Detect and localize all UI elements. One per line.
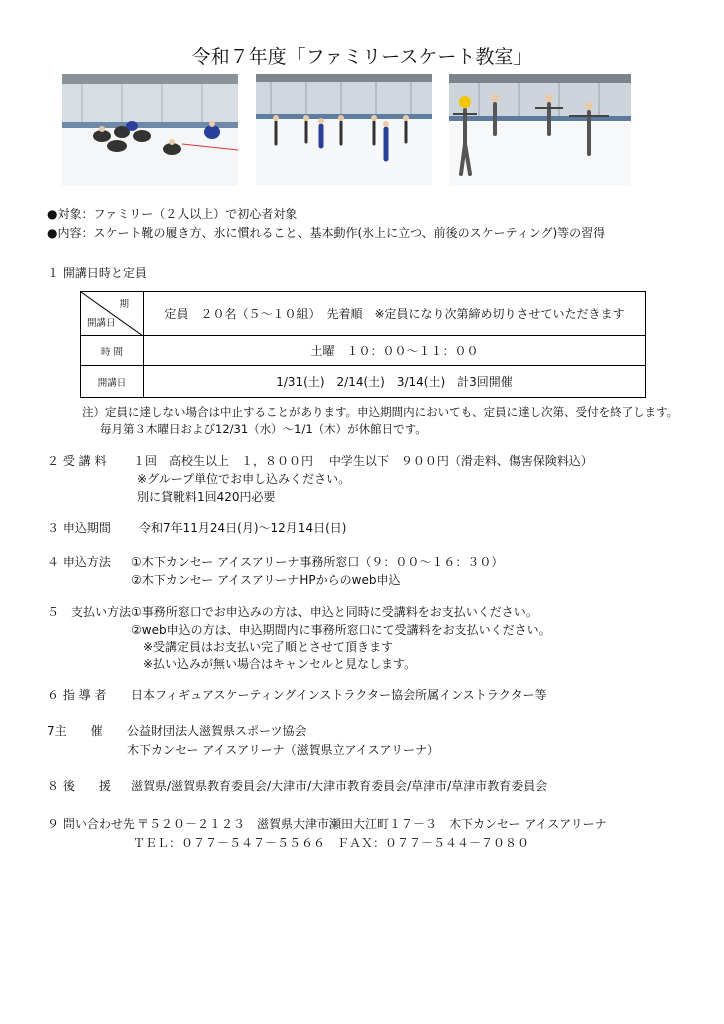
time-label-cell: 時 間	[81, 336, 144, 366]
schedule-table	[80, 291, 646, 398]
payment-item-2: ②web申込の方は、申込期間内に事務所窓口にて受講料をお支払いください。	[131, 623, 551, 637]
table-header-cell	[81, 292, 144, 336]
skating-lesson-photo-group-crouching	[62, 74, 238, 186]
section4-label: ４ 申込方法	[47, 555, 111, 569]
fee-sub-2: 別に貸靴料1回420円必要	[137, 490, 276, 504]
content-line: ●内容：スケート靴の履き方、氷に慣れること、基本動作(氷上に立つ、前後のスケーティング)等の習得	[47, 226, 606, 240]
section6-label: ６ 指 導 者	[47, 688, 107, 702]
dates-label-cell: 開講日	[81, 366, 144, 398]
payment-item-1: ①事務所窓口でお申込みの方は、申込と同時に受講料をお支払いください。	[131, 605, 538, 619]
page-title: 令和７年度「ファミリースケート教室」	[191, 46, 533, 68]
table-row	[81, 292, 646, 336]
time-value-cell: 土曜 １０：００～１１：００	[144, 336, 646, 366]
section2-label: ２ 受 講 料	[47, 454, 107, 468]
dates-value-cell: 1/31(土) 2/14(土) 3/14(土) 計3回開催	[144, 366, 646, 398]
section7-label: 7主 催	[47, 724, 103, 738]
contact-phone: ＴＥＬ：０７７－５４７－５５６６ ＦＡＸ：０７７－５４４－７０８０	[133, 836, 530, 850]
instructor-value: 日本フィギュアスケーティングインストラクター協会所属インストラクター等	[131, 688, 547, 702]
target-line: ●対象：ファミリー（２人以上）で初心者対象	[47, 207, 298, 221]
method-item-1: ①木下カンセー アイスアリーナ事務所窓口（９：００～１６：３０）	[131, 555, 504, 569]
method-item-2: ②木下カンセー アイスアリーナHPからのweb申込	[131, 573, 401, 587]
organizer-value-2: 木下カンセー アイスアリーナ（滋賀県立アイスアリーナ）	[127, 743, 439, 757]
sponsors-value: 滋賀県/滋賀県教育委員会/大津市/大津市教育委員会/草津市/草津市教育委員会	[131, 779, 548, 793]
section8-label: ８ 後 援	[47, 779, 111, 793]
section3-label: ３ 申込期間	[47, 521, 111, 535]
header-top-label: 期	[119, 299, 129, 310]
capacity-cell: 定員 ２０名（５～１０組） 先着順 ※定員になり次第締め切りさせていただきます	[144, 292, 646, 336]
section9-label: ９ 問い合わせ先	[47, 817, 135, 831]
fee-sub-1: ※グループ単位でお申し込みください。	[137, 472, 351, 486]
fee-value: １回 高校生以上 １，８００円 中学生以下 ９００円（滑走料、傷害保険料込）	[133, 454, 593, 468]
table-row	[81, 336, 646, 366]
section5-label: ５ 支払い方法	[47, 605, 132, 619]
skating-lesson-photo-line-practice	[256, 74, 432, 186]
skating-lesson-photo-instructor	[449, 74, 631, 186]
contact-address: 〒５２０－２１２３ 滋賀県大津市瀬田大江町１７－３ 木下カンセー アイスアリーナ	[137, 817, 607, 831]
payment-note-1: ※受講定員はお支払い完了順とさせて頂きます	[143, 640, 394, 654]
organizer-value-1: 公益財団法人滋賀県スポーツ協会	[127, 724, 307, 738]
note-1: 注）定員に達しない場合は中止することがあります。申込期間内においても、定員に達し次第、受付を終了します。	[82, 405, 679, 419]
table-row	[81, 366, 646, 398]
period-value: 令和7年11月24日(月)～12月14日(日)	[139, 521, 347, 535]
header-bottom-label: 開講日	[87, 318, 116, 329]
section1-heading: １ 開講日時と定員	[47, 266, 147, 280]
note-2: 毎月第３木曜日および12/31（水）～1/1（木）が休館日です。	[100, 422, 427, 436]
payment-note-2: ※払い込みが無い場合はキャンセルと見なします。	[143, 657, 417, 671]
